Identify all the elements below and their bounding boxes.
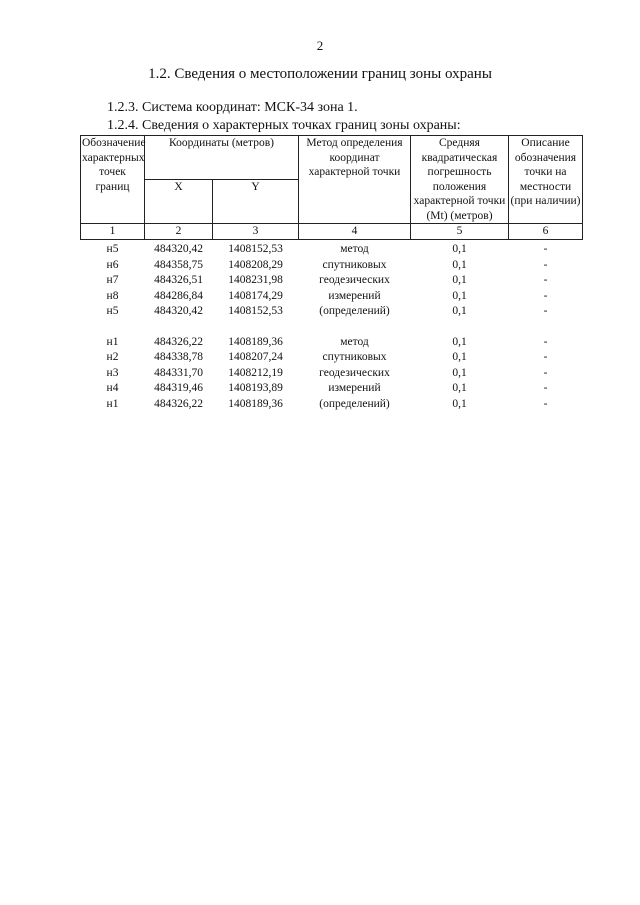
table-row — [81, 257, 583, 273]
points-heading-line: 1.2.4. Сведения о характерных точках границ зоны охраны: — [107, 118, 461, 133]
table-cell: н3 — [106, 366, 119, 379]
table-cell: 1408189,36 — [228, 335, 283, 348]
table-cell: 0,1 — [452, 289, 467, 302]
table-cell: измерений — [328, 289, 381, 302]
table-cell: н5 — [106, 305, 119, 317]
table-cell: (определений) — [319, 305, 390, 317]
table-cell: - — [543, 258, 548, 271]
column-number: 4 — [299, 224, 411, 240]
table-cell: 1408152,53 — [228, 243, 283, 255]
table-cell: 1408212,19 — [228, 366, 283, 379]
column-number: 3 — [213, 224, 299, 240]
table-cell: 1408189,36 — [228, 397, 283, 410]
table-cell: 484320,42 — [154, 243, 203, 255]
table-row — [81, 288, 583, 304]
table-cell: 484326,51 — [154, 274, 203, 286]
table-row — [81, 365, 583, 381]
table-cell: 484338,78 — [154, 351, 203, 363]
table-row — [81, 273, 583, 289]
table-cell: н8 — [106, 289, 119, 302]
table-cell: спутниковых — [322, 351, 387, 363]
column-number-row — [81, 224, 583, 240]
table-cell: геодезических — [319, 366, 390, 379]
table-row — [81, 304, 583, 320]
table-cell — [411, 319, 509, 334]
table-cell: 1408152,53 — [228, 305, 283, 317]
table-cell: н7 — [106, 274, 119, 286]
spacer-row — [81, 319, 583, 334]
table-cell: 484320,42 — [154, 305, 203, 317]
points-body — [81, 239, 583, 412]
table-cell — [145, 319, 213, 334]
table-cell: - — [543, 335, 548, 348]
table-cell: 1408208,29 — [228, 258, 283, 271]
table-row — [81, 381, 583, 397]
table-cell: н1 — [106, 397, 119, 410]
table-cell: - — [543, 289, 548, 302]
section-title: 1.2. Сведения о местоположении границ зоны охраны — [148, 66, 492, 82]
boundary-points-table — [80, 135, 583, 412]
table-cell: 0,1 — [452, 351, 467, 363]
header-method: Метод определения координат характерной точки — [299, 136, 411, 224]
table-cell: 484286,84 — [154, 289, 203, 302]
table-cell: 1408207,24 — [228, 351, 283, 363]
table-cell — [299, 319, 411, 334]
column-number: 1 — [81, 224, 145, 240]
table-cell: 0,1 — [452, 258, 467, 271]
table-cell: геодезических — [319, 274, 390, 286]
table-cell: метод — [340, 335, 369, 348]
table-cell: измерений — [328, 382, 381, 394]
table-cell: н5 — [106, 243, 119, 255]
header-x: X — [145, 180, 213, 224]
table-cell: н6 — [106, 258, 119, 271]
coordinate-system-line: 1.2.3. Система координат: МСК-34 зона 1. — [107, 100, 358, 115]
header-y: Y — [213, 180, 299, 224]
header-error: Средняя квадратическая погрешность положения характерной точки (Mt) (метров) — [411, 136, 509, 224]
table-cell: метод — [340, 243, 369, 255]
table-cell: - — [543, 397, 548, 410]
table-cell: н4 — [106, 382, 119, 394]
table-cell: 0,1 — [452, 305, 467, 317]
table-cell: 484319,46 — [154, 382, 203, 394]
column-number: 6 — [509, 224, 583, 240]
table-cell: 0,1 — [452, 382, 467, 394]
table-cell: 484331,70 — [154, 366, 203, 379]
table-cell: - — [543, 382, 548, 394]
table-cell: спутниковых — [322, 258, 387, 271]
page-number: 2 — [316, 38, 324, 53]
table-cell: 484326,22 — [154, 397, 203, 410]
header-coordinates: Координаты (метров) — [145, 136, 299, 180]
table-cell: (определений) — [319, 397, 390, 410]
header-description: Описание обозначения точки на местности (при наличии) — [509, 136, 583, 224]
column-number: 2 — [145, 224, 213, 240]
column-number: 5 — [411, 224, 509, 240]
table-cell: 484358,75 — [154, 258, 203, 271]
table-cell: н2 — [106, 351, 119, 363]
header-designation: Обозначение характерных точек границ — [81, 136, 145, 224]
table-cell: 1408193,89 — [228, 382, 283, 394]
table-cell: 1408231,98 — [228, 274, 283, 286]
table-row — [81, 350, 583, 366]
table-cell: - — [543, 243, 548, 255]
table-cell: - — [543, 366, 548, 379]
table-cell: - — [543, 274, 548, 286]
table-cell: 0,1 — [452, 274, 467, 286]
table-cell: 0,1 — [452, 243, 467, 255]
table-row — [81, 396, 583, 412]
table-cell — [81, 319, 145, 334]
table-cell: 1408174,29 — [228, 289, 283, 302]
table-row — [81, 334, 583, 350]
table-cell: 484326,22 — [154, 335, 203, 348]
table-row — [81, 239, 583, 257]
table-cell — [213, 319, 299, 334]
table-cell: 0,1 — [452, 335, 467, 348]
table-cell: 0,1 — [452, 397, 467, 410]
table-cell — [509, 319, 583, 334]
table-cell: - — [543, 351, 548, 363]
table-cell: 0,1 — [452, 366, 467, 379]
table-cell: - — [543, 305, 548, 317]
table-cell: н1 — [106, 335, 119, 348]
